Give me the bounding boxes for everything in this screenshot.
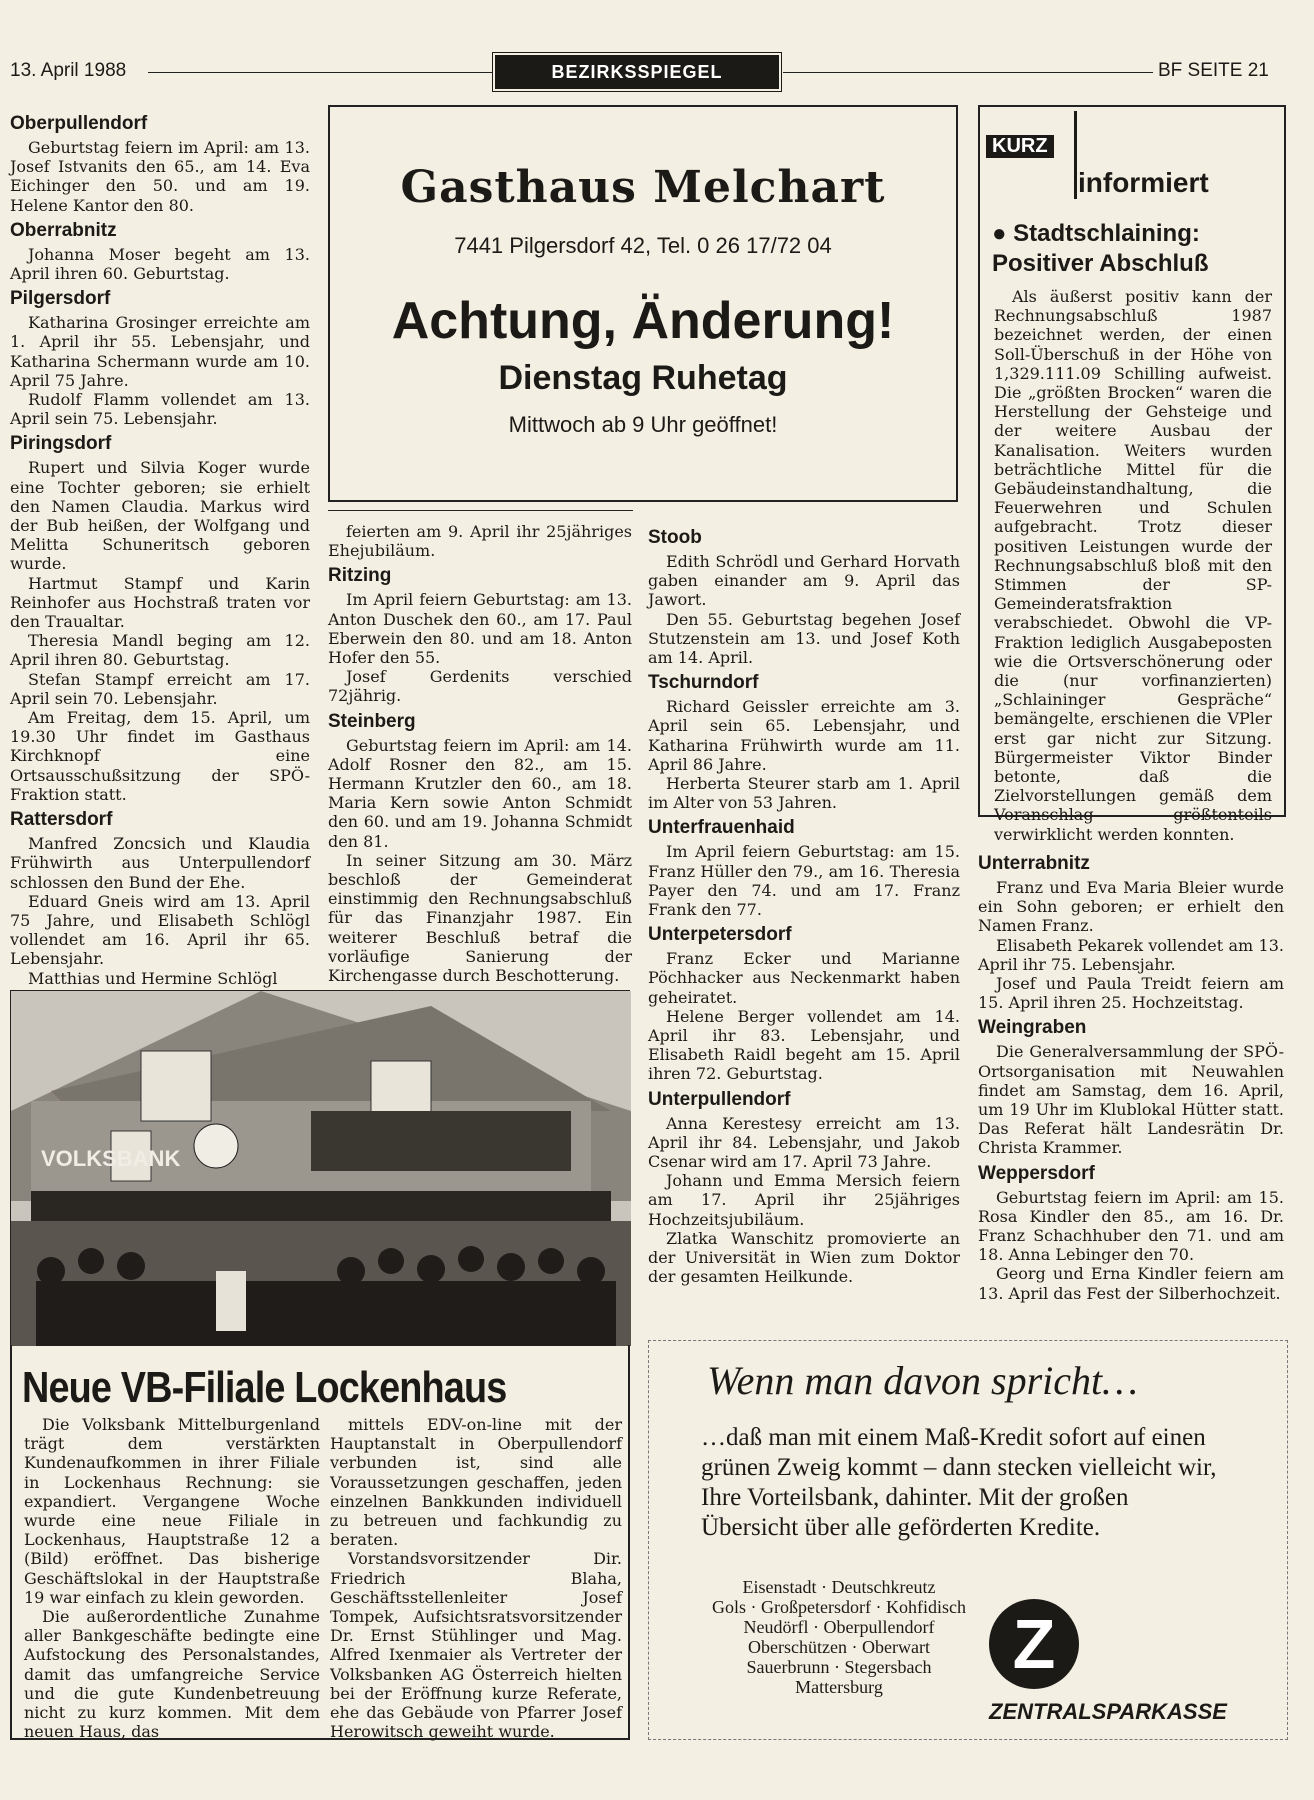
article-paragraph: Josef Gerdenits verschied 72jährig.	[328, 667, 632, 706]
article-paragraph: Franz und Eva Maria Bleier wurde ein Sohn geboren; er erhielt den Namen Franz.	[978, 878, 1284, 936]
vb-paragraph: Vorstandsvorsitzender Dir. Friedrich Blaha, Geschäftsstellenleiter Josef Tompek, Aufsichtsratsvorsitzender Dr. Ernst Stühlinger und Mag. Alfred Ixenmaier als Vertreter der Volksbanken AG Österreich hielten bei der Eröffnung kurze Referate, ehe das Gebäude von Pfarrer Josef Herowitsch geweiht wurde.	[330, 1549, 622, 1742]
gasthaus-note: Mittwoch ab 9 Uhr geöffnet!	[508, 412, 778, 437]
article-paragraph: Eduard Gneis wird am 13. April 75 Jahre, und Elisabeth Schlögl vollendet am 16. April ihr 65. Lebensjahr.	[10, 891, 310, 969]
article-paragraph: Manfred Zoncsich und Klaudia Frühwirth aus Unterpullendorf schlossen den Bund der Ehe.	[10, 834, 310, 892]
section-heading: Unterfrauenhaid	[648, 817, 795, 839]
section-heading: Steinberg	[328, 710, 416, 732]
article-paragraph: Den 55. Geburtstag begehen Josef Stutzenstein am 13. und Josef Koth am 14. April.	[648, 609, 960, 668]
article-paragraph: Am Freitag, dem 15. April, um 19.30 Uhr findet im Gasthaus Kirchknopf eine Ortsausschußsitzung der SPÖ-Fraktion statt.	[10, 708, 310, 804]
zs-branch-line: Oberschützen · Oberwart	[748, 1637, 930, 1657]
vb-article	[10, 1345, 630, 1740]
article-paragraph: Helene Berger vollendet am 14. April ihr 83. Lebensjahr, und Elisabeth Raidl begeht am 15. April ihren 72. Geburtstag.	[648, 1006, 960, 1084]
article-paragraph: In seiner Sitzung am 30. März beschloß der Gemeinderat einstimmig den Rechnungsabschluß für das Finanzjahr 1987. Ein weiterer Beschluß betraf die vorläufige Sanierung der Kirchengasse durch Beschotterung.	[328, 850, 632, 986]
article-paragraph: Rupert und Silvia Koger wurde eine Tochter geboren; sie erhielt den Namen Claudia. Markus wird der Bub heißen, der Wolfgang und Melitta Schuneritsch geboren wurde.	[10, 458, 310, 574]
article-paragraph: Josef und Paula Treidt feiern am 15. April ihren 25. Hochzeitstag.	[978, 974, 1284, 1013]
column-1	[10, 108, 310, 988]
section-heading: Oberpullendorf	[10, 113, 148, 134]
article-paragraph: Johanna Moser begeht am 13. April ihren 60. Geburtstag.	[10, 244, 310, 284]
gasthaus-headline: Achtung, Änderung!	[391, 292, 895, 350]
kurz-label: informiert	[1078, 167, 1209, 198]
column-2	[328, 522, 632, 986]
zs-body: …daß man mit einem Maß-Kredit sofort auf einen grünen Zweig kommt – dann stecken vielleicht wir, Ihre Vorteilsbank, dahinter. Mit der großen Übersicht über alle geförderten Kredite.	[701, 1424, 1217, 1541]
article-paragraph: Matthias und Hermine Schlögl	[28, 968, 278, 988]
kurz-informiert-box	[978, 105, 1286, 844]
article-paragraph: Anna Kerestesy erreicht am 13. April ihr 84. Lebensjahr, und Jakob Csenar wird am 17. April 73 Jahre.	[648, 1113, 960, 1172]
article-paragraph: Katharina Grosinger erreichte am 1. April ihr 55. Lebensjahr, und Katharina Schermann wurde am 10. April 75 Jahre.	[10, 313, 310, 390]
article-paragraph: Edith Schrödl und Gerhard Horvath gaben einander am 9. April das Jawort.	[648, 552, 960, 610]
article-paragraph: Georg und Erna Kindler feiern am 13. April das Fest der Silberhochzeit.	[978, 1264, 1284, 1303]
header-rule-left	[148, 72, 493, 73]
zs-branch-line: Neudörfl · Oberpullendorf	[743, 1617, 935, 1637]
vb-left-column	[24, 1415, 320, 1741]
section-heading: Piringsdorf	[10, 433, 112, 455]
kurz-title: ● Stadtschlaining: Positiver Abschluß	[992, 220, 1209, 277]
gasthaus-address: 7441 Pilgersdorf 42, Tel. 0 26 17/72 04	[454, 233, 832, 258]
zentralsparkasse-ad	[648, 1340, 1288, 1740]
kurz-divider	[1074, 111, 1077, 199]
header-rule-right	[783, 72, 1153, 73]
article-paragraph: Geburtstag feiern im April: am 14. Adolf Rosner den 82., am 15. Hermann Krutzler den 60., am 18. Maria Kern sowie Anton Schmidt den 60. und am 19. Johanna Schmidt den 81.	[328, 735, 632, 851]
zs-logo: Z	[989, 1599, 1079, 1689]
section-heading: Tschurndorf	[648, 672, 759, 694]
vb-right-column	[330, 1415, 622, 1741]
zs-headline: Wenn man davon spricht…	[707, 1358, 1138, 1403]
kurz-badge: KURZ	[986, 135, 1054, 158]
issue-date: 13. April 1988	[10, 60, 127, 81]
article-paragraph: Im April feiern Geburtstag: am 13. Anton Duschek den 60., am 17. Paul Eberwein den 80. und am 18. Anton Hofer den 55.	[328, 590, 632, 668]
section-heading: Weingraben	[978, 1017, 1087, 1039]
section-heading: Stoob	[648, 527, 702, 548]
zs-logo-text: ZENTRALSPARKASSE	[989, 1699, 1227, 1724]
section-heading: Ritzing	[328, 565, 392, 587]
article-paragraph: Rudolf Flamm vollendet am 13. April sein 75. Lebensjahr.	[10, 390, 310, 429]
article-paragraph: Geburtstag feiern im April: am 15. Rosa Kindler den 85., am 16. Dr. Franz Schachhuber den 71. und am 18. Anna Lebinger den 70.	[978, 1187, 1284, 1265]
bank-photo-image	[11, 991, 631, 1346]
column-3	[648, 522, 960, 1322]
section-banner: BEZIRKSSPIEGEL	[495, 55, 779, 89]
section-heading: Rattersdorf	[10, 809, 113, 831]
divider-col2-top	[328, 510, 633, 511]
section-heading: Unterpetersdorf	[648, 924, 792, 946]
column-4	[978, 848, 1284, 1318]
article-paragraph: Im April feiern Geburtstag: am 15. Franz Hüller den 79., am 16. Theresia Payer den 74. und am 17. Franz Frank den 77.	[648, 842, 960, 920]
article-paragraph: Johann und Emma Mersich feiern am 17. April ihr 25jähriges Hochzeitsjubiläum.	[648, 1171, 960, 1229]
zs-branch-line: Mattersburg	[795, 1677, 883, 1697]
section-heading: Unterpullendorf	[648, 1088, 791, 1110]
article-paragraph: Richard Geissler erreichte am 3. April sein 65. Lebensjahr, und Katharina Frühwirth wurde am 11. April 86 Jahre.	[648, 697, 960, 774]
article-paragraph: feierten am 9. April ihr 25jähriges Ehejubiläum.	[328, 522, 632, 561]
vb-paragraph: mittels EDV-on-line mit der Hauptanstalt in Oberpullendorf verbunden ist, sind alle Voraussetzungen geschaffen, jeden einzelnen Bankkunden individuell zu betreuen und fachkundig zu beraten.	[330, 1415, 622, 1550]
section-heading: Pilgersdorf	[10, 288, 111, 310]
bank-sign: VOLKSBANK	[41, 1146, 181, 1171]
article-paragraph: Stefan Stampf erreicht am 17. April sein 70. Lebensjahr.	[10, 669, 310, 708]
article-paragraph: Herberta Steurer starb am 1. April im Alter von 53 Jahren.	[648, 774, 960, 813]
gasthaus-name: Gasthaus Melchart	[400, 162, 886, 213]
zs-branch-line: Eisenstadt · Deutschkreutz	[742, 1577, 936, 1597]
gasthaus-subline: Dienstag Ruhetag	[498, 359, 788, 397]
article-paragraph: Die Generalversammlung der SPÖ-Ortsorganisation mit Neuwahlen findet am Samstag, dem 16. April, um 19 Uhr im Klublokal Hütter statt. Das Referat hält Landesrätin Dr. Christa Krammer.	[978, 1042, 1284, 1158]
page-number: BF SEITE 21	[1158, 60, 1269, 81]
article-paragraph: Hartmut Stampf und Karin Reinhofer aus Hochstraß traten vor den Traualtar.	[10, 573, 310, 632]
zs-branch-line: Gols · Großpetersdorf · Kohfidisch	[712, 1597, 966, 1617]
article-paragraph: Geburtstag feiern im April: am 13. Josef Istvanits den 65., am 14. Eva Eichinger den 50. und am 19. Helene Kantor den 80.	[10, 138, 310, 215]
article-paragraph: Theresia Mandl beging am 12. April ihren 80. Geburtstag.	[10, 631, 310, 670]
section-heading: Oberrabnitz	[10, 219, 117, 241]
vb-paragraph: Die außerordentliche Zunahme aller Bankgeschäfte bedingte eine Aufstockung des Personalstandes, damit das umfangreiche Service und die gute Kundenbetreuung nicht zu kurz kommen. Mit dem neuen Haus, das	[24, 1607, 320, 1742]
article-paragraph: Franz Ecker und Marianne Pöchhacker aus Neckenmarkt haben geheiratet.	[648, 949, 960, 1007]
vb-headline: Neue VB-Filiale Lockenhaus	[22, 1363, 507, 1412]
zs-branch-line: Sauerbrunn · Stegersbach	[746, 1657, 932, 1677]
bank-photo	[10, 990, 630, 1345]
gasthaus-ad	[328, 105, 958, 502]
article-paragraph: Zlatka Wanschitz promovierte an der Universität in Wien zum Doktor der gesamten Heilkunde.	[648, 1228, 960, 1287]
zs-branch-list	[689, 1577, 989, 1697]
section-heading: Unterrabnitz	[978, 853, 1090, 874]
vb-paragraph: Die Volksbank Mittelburgenland trägt dem verstärkten Kundenaufkommen in ihrer Filiale in Lockenhaus Rechnung: sie expandiert. Vergangene Woche wurde eine neue Filiale in Lockenhaus, Hauptstraße 12 a (Bild) eröffnet. Das bisherige Geschäftslokal in der Hauptstraße 19 war einfach zu klein geworden.	[24, 1415, 320, 1607]
article-paragraph: Elisabeth Pekarek vollendet am 13. April ihr 75. Lebensjahr.	[978, 935, 1284, 974]
kurz-body: Als äußerst positiv kann der Rechnungsabschluß 1987 bezeichnet werden, der einen Soll-Überschuß in der Höhe von 1,329.111.09 Schilling aufweist. Die „größten Brocken“ waren die Herstellung der Gehsteige und der weitere Ausbau der Kanalisation. Weiters wurden beträchtliche Mittel für die Gebäudeinstandhaltung, die Feuerwehren und Schulen aufgebracht. Trotz dieser positiven Leistungen wurde der Rechnungsabschluß bloß mit den Stimmen der SP-Gemeinderatsfraktion verabschiedet. Obwohl die VP-Fraktion lediglich Ausgabeposten wie die Ortsverschönerung oder die (nur vorfinanzierten) „Schlaininger Gespräche“ bemängelte, erschienen die VPler erst gar nicht zur Sitzung. Bürgermeister Viktor Binder betonte, daß die Zielvorstellungen gemäß dem Voranschlag größtenteils verwirklicht werden konnten.	[994, 287, 1272, 844]
section-heading: Weppersdorf	[978, 1162, 1095, 1184]
